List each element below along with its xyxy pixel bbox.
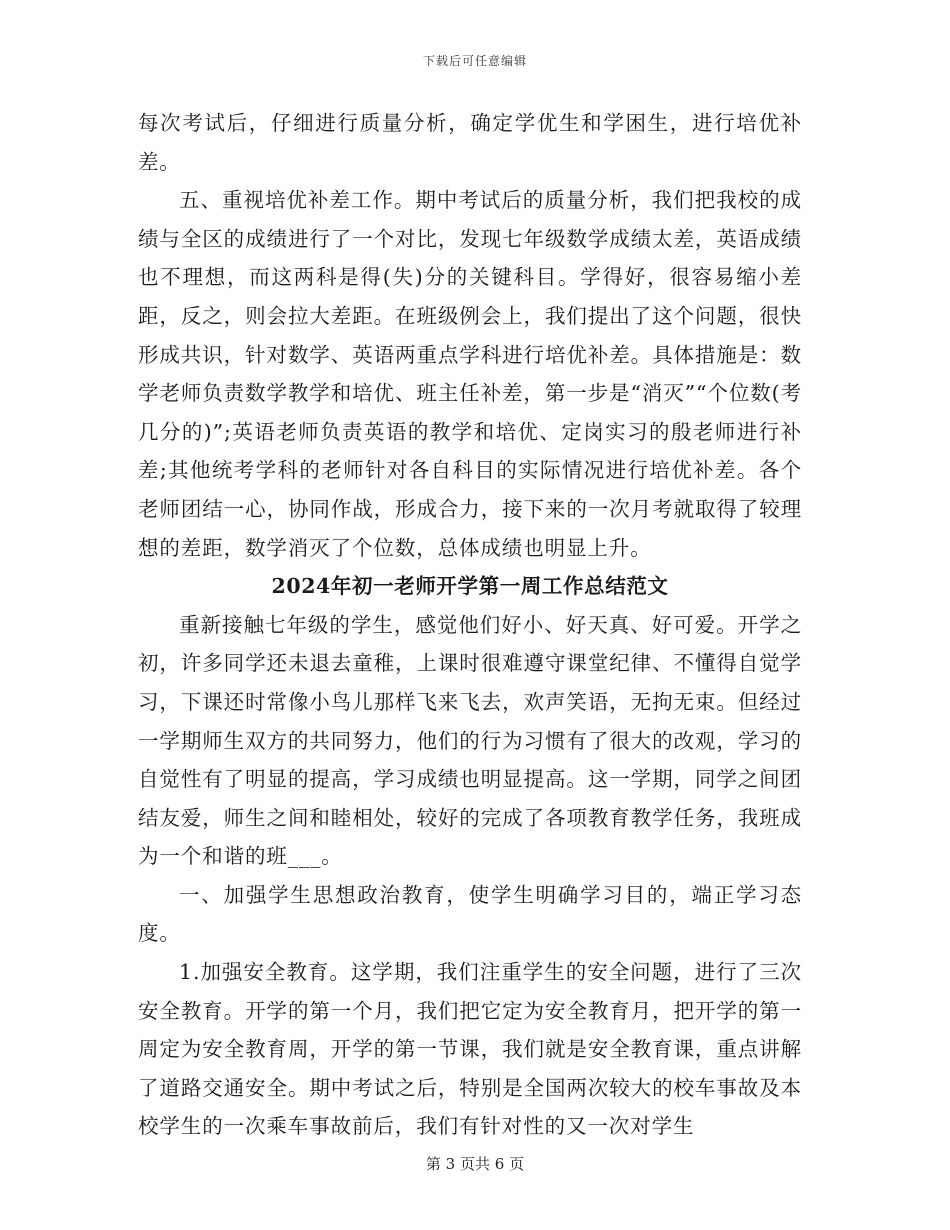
paragraph-item-one: 1.加强安全教育。这学期，我们注重学生的安全问题，进行了三次安全教育。开学的第一个月，我们把它定为安全教育月，把开学的第一周定为安全教育周，开学的第一节课，我们就是安全教育课，重点讲解了道路交通安全。期中考试之后，特别是全国两次较大的校车事故及本校学生的一次乘车事故前后，我们有针对性的又一次对学生 xyxy=(138,960,802,1139)
paragraph-section-one: 一、加强学生思想政治教育，使学生明确学习目的，端正学习态度。 xyxy=(138,882,802,946)
paragraph-intro: 重新接触七年级的学生，感觉他们好小、好天真、好可爱。开学之初，许多同学还未退去童稚，上课时很难遵守课堂纪律、不懂得自觉学习，下课还时常像小鸟儿那样飞来飞去，欢声笑语，无拘无束。但经过一学期师生双方的共同努力，他们的行为习惯有了很大的改观，学习的自觉性有了明显的提高，学习成绩也明显提高。这一学期，同学之间团结友爱，师生之间和睦相处，较好的完成了各项教育教学任务，我班成为一个和谐的班___。 xyxy=(138,612,802,869)
paragraph-section-five: 五、重视培优补差工作。期中考试后的质量分析，我们把我校的成绩与全区的成绩进行了一个对比，发现七年级数学成绩太差，英语成绩也不理想，而这两科是得(失)分的关键科目。学得好，很容易缩小差距，反之，则会拉大差距。在班级例会上，我们提出了这个问题，很快形成共识，针对数学、英语两重点学科进行培优补差。具体措施是：数学老师负责数学教学和培优、班主任补差，第一步是“消灭”“个位数(考几分的)”;英语老师负责英语的教学和培优、定岗实习的殷老师进行补差;其他统考学科的老师针对各自科目的实际情况进行培优补差。各个老师团结一心，协同作战，形成合力，接下来的一次月考就取得了较理想的差距，数学消灭了个位数，总体成绩也明显上升。 xyxy=(138,188,802,560)
page-header: 下载后可任意编辑 xyxy=(422,54,527,68)
paragraph-continuation: 每次考试后，仔细进行质量分析，确定学优生和学困生，进行培优补差。 xyxy=(138,111,802,174)
document-title: 2024年初一老师开学第一周工作总结范文 xyxy=(271,574,669,599)
document-body xyxy=(138,104,802,1146)
page-footer: 第 3 页共 6 页 xyxy=(425,1155,525,1173)
